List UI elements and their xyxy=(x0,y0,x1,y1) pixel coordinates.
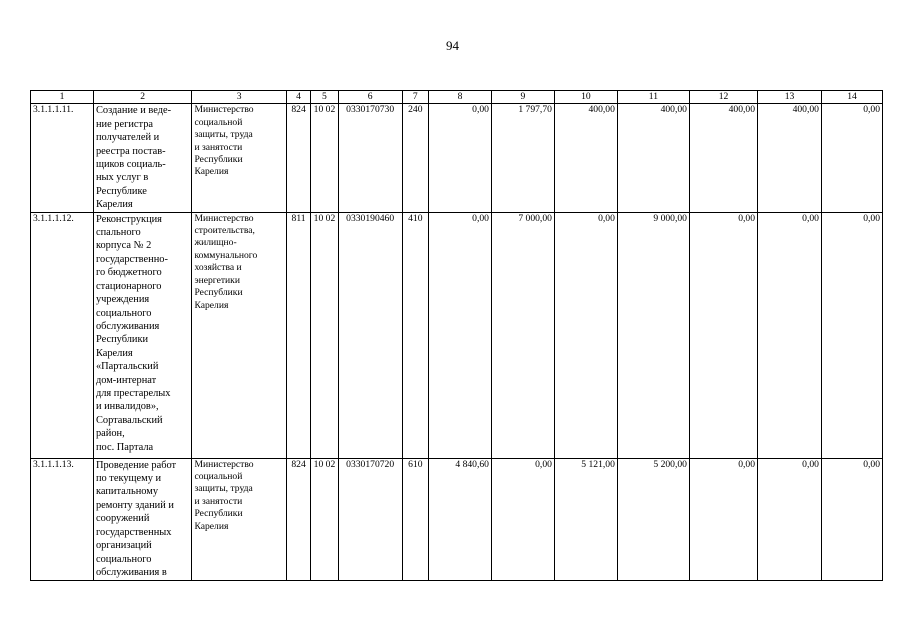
table-row xyxy=(31,212,883,458)
column-header: 9 xyxy=(491,91,554,104)
value-col-12: 0,00 xyxy=(689,212,757,458)
value-col-14: 0,00 xyxy=(821,104,882,212)
column-header: 3 xyxy=(192,91,286,104)
ministry-code: 824 xyxy=(286,458,310,580)
value-col-9: 7 000,00 xyxy=(491,212,554,458)
table-row xyxy=(31,458,883,580)
value-col-14: 0,00 xyxy=(821,212,882,458)
value-col-11: 9 000,00 xyxy=(617,212,689,458)
value-col-13: 0,00 xyxy=(758,458,822,580)
value-col-8: 4 840,60 xyxy=(429,458,492,580)
column-header: 11 xyxy=(617,91,689,104)
value-col-12: 0,00 xyxy=(689,458,757,580)
column-header: 12 xyxy=(689,91,757,104)
column-header: 2 xyxy=(93,91,192,104)
value-col-10: 5 121,00 xyxy=(554,458,617,580)
row-number: 3.1.1.1.11. xyxy=(31,104,94,212)
page-number: 94 xyxy=(446,38,459,53)
value-col-9: 1 797,70 xyxy=(491,104,554,212)
ministry-code: 824 xyxy=(286,104,310,212)
responsible-org: Министерство социальной защиты, труда и занятости Республики Карелия xyxy=(192,458,286,580)
column-header: 10 xyxy=(554,91,617,104)
row-number: 3.1.1.1.13. xyxy=(31,458,94,580)
budget-table xyxy=(30,90,883,581)
target-article-code: 0330190460 xyxy=(338,212,402,458)
value-col-11: 5 200,00 xyxy=(617,458,689,580)
value-col-12: 400,00 xyxy=(689,104,757,212)
event-name: Реконструкция спального корпуса № 2 государственно- го бюджетного стационарного учреждения социального обслуживания Республики Карелия «Партальский дом-интернат для престарелых и инвалидов», Сортавальский район, пос. Партала xyxy=(93,212,192,458)
target-article-code: 0330170720 xyxy=(338,458,402,580)
section-code: 10 02 xyxy=(311,212,338,458)
expense-type-code: 410 xyxy=(402,212,428,458)
target-article-code: 0330170730 xyxy=(338,104,402,212)
value-col-8: 0,00 xyxy=(429,104,492,212)
value-col-9: 0,00 xyxy=(491,458,554,580)
column-number-row xyxy=(31,91,883,104)
event-name: Проведение работ по текущему и капитальному ремонту зданий и сооружений государственных организаций социального обслуживания в xyxy=(93,458,192,580)
section-code: 10 02 xyxy=(311,104,338,212)
column-header: 13 xyxy=(758,91,822,104)
value-col-8: 0,00 xyxy=(429,212,492,458)
event-name: Создание и веде- ние регистра получателей и реестра постав- щиков социаль- ных услуг в Республике Карелия xyxy=(93,104,192,212)
value-col-13: 400,00 xyxy=(758,104,822,212)
responsible-org: Министерство строительства, жилищно- коммунального хозяйства и энергетики Республики Карелия xyxy=(192,212,286,458)
ministry-code: 811 xyxy=(286,212,310,458)
column-header: 6 xyxy=(338,91,402,104)
value-col-13: 0,00 xyxy=(758,212,822,458)
expense-type-code: 610 xyxy=(402,458,428,580)
table-row xyxy=(31,104,883,212)
responsible-org: Министерство социальной защиты, труда и занятости Республики Карелия xyxy=(192,104,286,212)
column-header: 14 xyxy=(821,91,882,104)
row-number: 3.1.1.1.12. xyxy=(31,212,94,458)
value-col-11: 400,00 xyxy=(617,104,689,212)
column-header: 7 xyxy=(402,91,428,104)
value-col-10: 400,00 xyxy=(554,104,617,212)
column-header: 5 xyxy=(311,91,338,104)
value-col-14: 0,00 xyxy=(821,458,882,580)
column-header: 1 xyxy=(31,91,94,104)
column-header: 8 xyxy=(429,91,492,104)
column-header: 4 xyxy=(286,91,310,104)
value-col-10: 0,00 xyxy=(554,212,617,458)
expense-type-code: 240 xyxy=(402,104,428,212)
section-code: 10 02 xyxy=(311,458,338,580)
